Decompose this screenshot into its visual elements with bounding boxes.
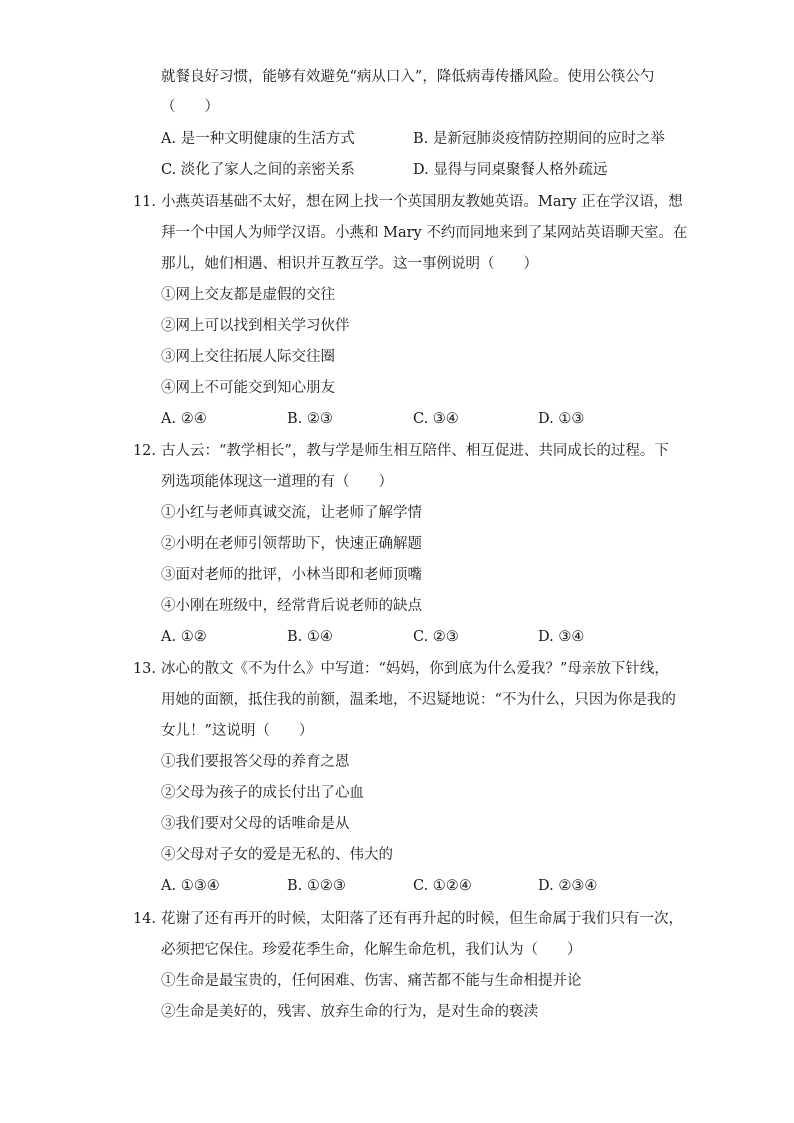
- question-text: 花谢了还有再开的时候，太阳落了还有再升起的时候，但生命属于我们只有一次，: [161, 911, 683, 927]
- option-c: C. ②③: [413, 629, 459, 645]
- option-d: D. ②③④: [538, 878, 598, 894]
- question-text: 列选项能体现这一道理的有（ ）: [161, 474, 393, 490]
- statement: ①我们要报答父母的养育之恩: [161, 754, 350, 770]
- question-number: 12.: [132, 443, 156, 459]
- question-text: 冰心的散文《不为什么》中写道：“妈妈，你到底为什么爱我？”母亲放下针线，: [161, 661, 669, 677]
- question-text: 用她的面额，抵住我的前额，温柔地，不迟疑地说：“不为什么，只因为你是我的: [161, 692, 676, 708]
- q10-option-d: D. 显得与同桌聚餐人格外疏远: [413, 162, 608, 178]
- question-text: 那儿，她们相遇、相识并互教互学。这一事例说明（ ）: [161, 256, 538, 272]
- question-number: 13.: [132, 661, 156, 677]
- statement: ②父母为孩子的成长付出了心血: [161, 785, 364, 801]
- question-number: 14.: [132, 911, 156, 927]
- question-number: 11.: [132, 194, 156, 210]
- option-b: B. ①④: [287, 629, 333, 645]
- option-b: B. ①②③: [287, 878, 346, 894]
- statement: ①网上交友都是虚假的交往: [161, 287, 335, 303]
- q10-option-c: C. 淡化了家人之间的亲密关系: [161, 162, 355, 178]
- question-text: 拜一个中国人为师学汉语。小燕和 Mary 不约而同地来到了某网站英语聊天室。在: [161, 225, 688, 241]
- statement: ②网上可以找到相关学习伙伴: [161, 318, 350, 334]
- statement: ①小红与老师真诚交流，让老师了解学情: [161, 505, 422, 521]
- option-d: D. ③④: [538, 629, 585, 645]
- continuation-line-1: 就餐良好习惯，能够有效避免“病从口入”，降低病毒传播风险。使用公筷公勺: [161, 69, 655, 85]
- q10-option-a: A. 是一种文明健康的生活方式: [161, 131, 355, 147]
- statement: ④父母对子女的爱是无私的、伟大的: [161, 847, 393, 863]
- option-b: B. ②③: [287, 411, 333, 427]
- question-text: 古人云：“教学相长”，教与学是师生相互陪伴、相互促进、共同成长的过程。下: [161, 443, 669, 459]
- option-d: D. ①③: [538, 411, 585, 427]
- statement: ①生命是最宝贵的，任何困难、伤害、痛苦都不能与生命相提并论: [161, 973, 582, 989]
- continuation-answer-blank: （ ）: [161, 99, 219, 115]
- question-text: 小燕英语基础不太好，想在网上找一个英国朋友教她英语。Mary 正在学汉语，想: [161, 194, 683, 210]
- statement: ②小明在老师引领帮助下，快速正确解题: [161, 536, 422, 552]
- statement: ④网上不可能交到知心朋友: [161, 380, 335, 396]
- option-a: A. ②④: [161, 411, 207, 427]
- q10-option-b: B. 是新冠肺炎疫情防控期间的应时之举: [413, 131, 665, 147]
- statement: ③网上交往拓展人际交往圈: [161, 349, 335, 365]
- question-text: 女儿！”这说明（ ）: [161, 723, 314, 739]
- option-a: A. ①③④: [161, 878, 220, 894]
- option-c: C. ①②④: [413, 878, 472, 894]
- option-a: A. ①②: [161, 629, 207, 645]
- statement: ②生命是美好的，残害、放弃生命的行为，是对生命的亵渎: [161, 1004, 538, 1020]
- statement: ④小刚在班级中，经常背后说老师的缺点: [161, 598, 422, 614]
- question-text: 必须把它保住。珍爱花季生命，化解生命危机，我们认为（ ）: [161, 942, 582, 958]
- option-c: C. ③④: [413, 411, 459, 427]
- statement: ③我们要对父母的话唯命是从: [161, 816, 350, 832]
- statement: ③面对老师的批评，小林当即和老师顶嘴: [161, 567, 422, 583]
